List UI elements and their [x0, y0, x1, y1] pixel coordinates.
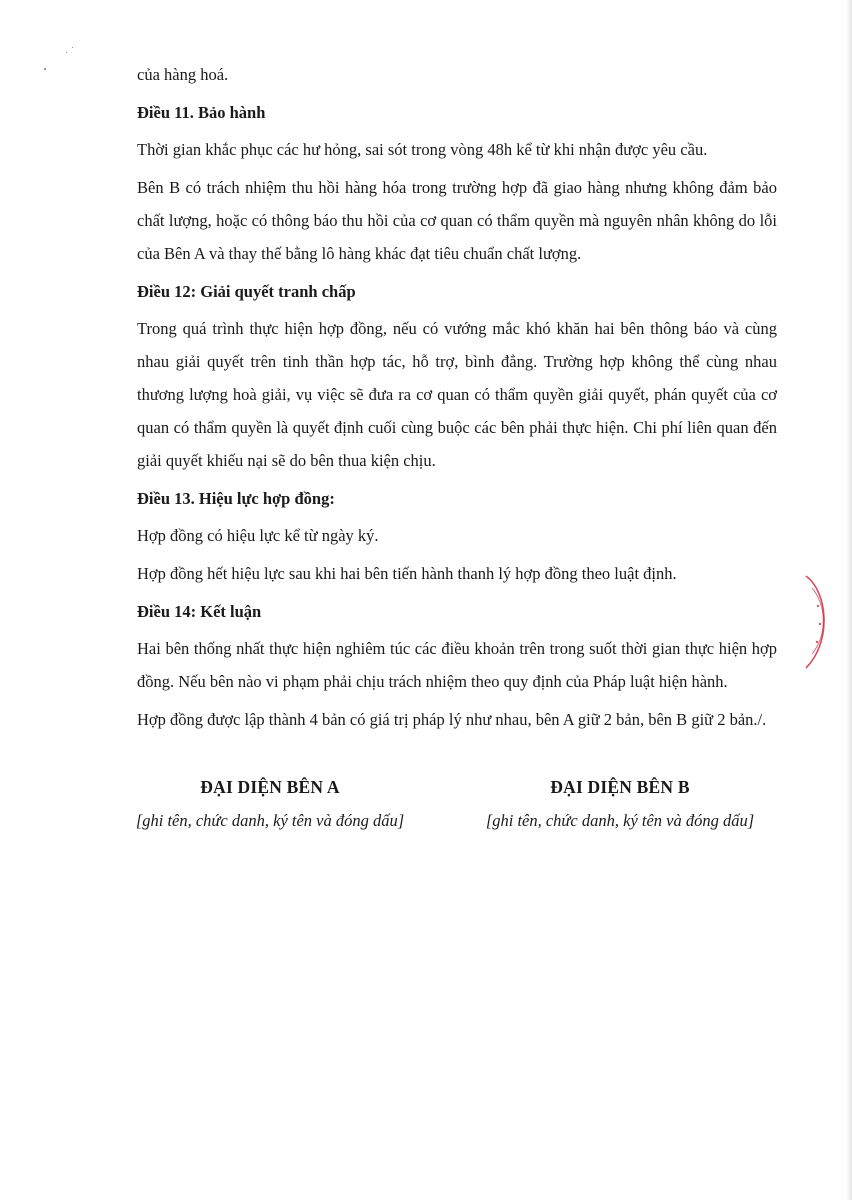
signature-party-a	[105, 772, 435, 836]
scan-speck	[72, 47, 73, 48]
section-13-paragraph: Hợp đồng hết hiệu lực sau khi hai bên tiến hành thanh lý hợp đồng theo luật định.	[137, 564, 677, 583]
section-14-paragraph: Hợp đồng được lập thành 4 bản có giá trị pháp lý như nhau, bên A giữ 2 bản, bên B giữ 2 bản./.	[137, 710, 767, 729]
section-11-paragraph: Thời gian khắc phục các hư hỏng, sai sót trong vòng 48h kể từ khi nhận được yêu cầu.	[137, 140, 708, 159]
section-heading-13: Điều 13. Hiệu lực hợp đồng:	[137, 489, 335, 508]
party-b-note: [ghi tên, chức danh, ký tên và đóng dấu]	[485, 811, 755, 830]
section-14-paragraph: Hai bên thống nhất thực hiện nghiêm túc các điều khoản trên trong suốt thời gian thực hiện hợp đồng. Nếu bên nào vi phạm phải chịu trách nhiệm theo quy định của Pháp luật hiện hành.	[137, 639, 777, 691]
scan-speck	[66, 52, 67, 53]
party-a-title: ĐẠI DIỆN BÊN A	[200, 777, 340, 797]
signature-block	[105, 772, 785, 836]
party-a-note: [ghi tên, chức danh, ký tên và đóng dấu]	[135, 811, 405, 830]
page-edge-shadow	[846, 0, 852, 1200]
section-heading-12: Điều 12: Giải quyết tranh chấp	[137, 282, 356, 301]
scan-speck	[44, 68, 46, 70]
signature-party-b	[455, 772, 785, 836]
section-heading-11: Điều 11. Bảo hành	[137, 103, 266, 122]
intro-line: của hàng hoá.	[137, 65, 229, 84]
section-12-paragraph: Trong quá trình thực hiện hợp đồng, nếu có vướng mắc khó khăn hai bên thông báo và cùng nhau giải quyết trên tinh thần hợp tác, hỗ trợ, bình đẳng. Trường hợp không thể cùng nhau thương lượng hoà giải, vụ việc sẽ đưa ra cơ quan có thẩm quyền giải quyết, phán quyết của cơ quan có thẩm quyền là quyết định cuối cùng buộc các bên phải thực hiện. Chi phí liên quan đến giải quyết khiếu nại sẽ do bên thua kiện chịu.	[137, 319, 777, 470]
section-11-paragraph: Bên B có trách nhiệm thu hồi hàng hóa trong trường hợp đã giao hàng nhưng không đảm bảo chất lượng, hoặc có thông báo thu hồi của cơ quan có thẩm quyền mà nguyên nhân không do lỗi của Bên A và thay thế bằng lô hàng khác đạt tiêu chuẩn chất lượng.	[137, 178, 777, 263]
section-heading-14: Điều 14: Kết luận	[137, 602, 262, 621]
document-body	[137, 58, 777, 741]
section-13-paragraph: Hợp đồng có hiệu lực kể từ ngày ký.	[137, 526, 379, 545]
stamp-fragment-icon	[798, 572, 832, 672]
party-b-title: ĐẠI DIỆN BÊN B	[550, 777, 690, 797]
